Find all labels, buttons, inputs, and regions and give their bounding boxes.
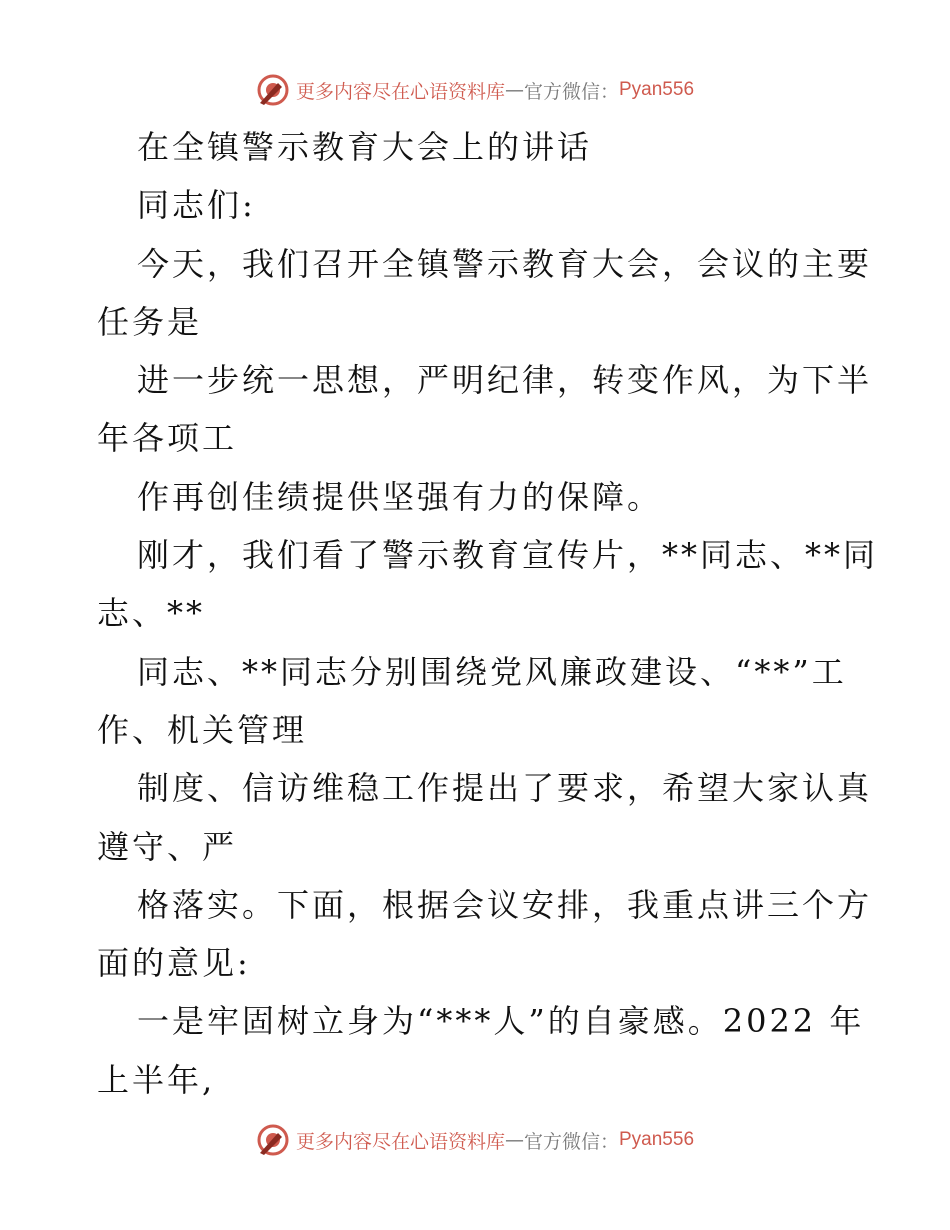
- text-line: 制度、信访维稳工作提出了要求，希望大家认真: [137, 769, 873, 808]
- document-body: [97, 118, 879, 1109]
- text-line: 格落实。下面，根据会议安排，我重点讲三个方: [137, 885, 873, 924]
- watermark-site-text: 更多内容尽在心语资料库: [295, 80, 505, 103]
- text-line: 上半年,: [97, 1060, 216, 1099]
- text-line: 进一步统一思想，严明纪律，转变作风，为下半: [137, 361, 873, 400]
- text-line: 遵守、严: [97, 827, 238, 866]
- text-line: 同志、**同志分别围绕党风廉政建设、“**”工: [137, 652, 847, 691]
- salutation: 同志们:: [137, 186, 256, 225]
- text-line: 志、**: [97, 594, 206, 633]
- text-line: 作、机关管理: [97, 710, 308, 749]
- watermark-wechat-label: 官方微信：: [523, 1130, 619, 1153]
- pen-logo-icon: [256, 73, 290, 107]
- watermark-separator: —: [504, 79, 524, 101]
- text-line: 年各项工: [97, 419, 238, 458]
- watermark-wechat-label: 官方微信：: [523, 80, 619, 103]
- text-line: 刚才，我们看了警示教育宣传片，**同志、**同: [137, 536, 879, 575]
- header-watermark: [0, 70, 950, 110]
- watermark-wechat-id: Pyan556: [619, 1129, 695, 1150]
- pen-logo-icon: [256, 1123, 290, 1157]
- document-title: 在全镇警示教育大会上的讲话: [137, 128, 593, 166]
- watermark-separator: —: [504, 1129, 524, 1151]
- text-line: 今天，我们召开全镇警示教育大会，会议的主要: [137, 244, 873, 283]
- watermark-site-text: 更多内容尽在心语资料库: [295, 1130, 505, 1153]
- text-line: 任务是: [97, 302, 203, 341]
- text-line: 一是牢固树立身为“***人”的自豪感。2022 年: [137, 1002, 865, 1041]
- text-line: 作再创佳绩提供坚强有力的保障。: [137, 477, 663, 516]
- watermark-wechat-id: Pyan556: [619, 79, 695, 100]
- text-line: 面的意见:: [97, 944, 251, 983]
- footer-watermark: [0, 1120, 950, 1160]
